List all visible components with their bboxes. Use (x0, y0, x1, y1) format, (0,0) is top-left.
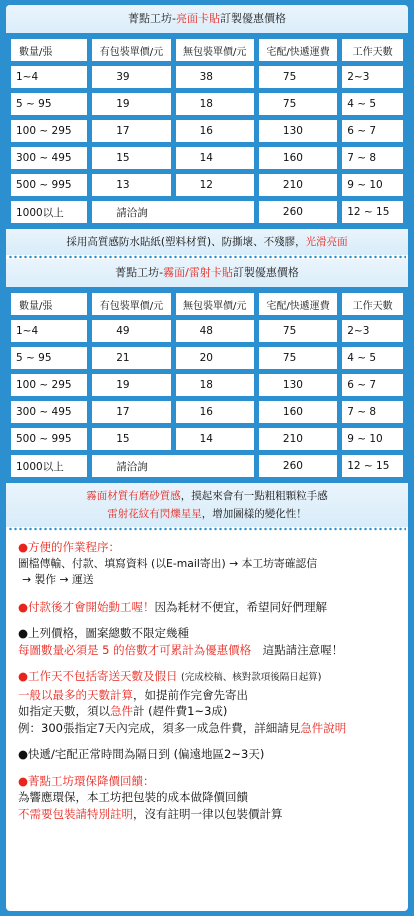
header-price-packed: 有包裝單價/元 (91, 292, 171, 316)
price-sheet (6, 5, 408, 911)
table-row: 300 ~ 495 15 14 160 7 ~ 8 (10, 146, 404, 170)
price-table-glossy (7, 35, 407, 227)
eco-title: ●菁點工坊環保降價回饋： (18, 773, 155, 788)
header-workdays: 工作天數 (341, 38, 404, 62)
info-section: ●方便的作業程序： 圖檔傳輸、付款、填寫資料 (以E-mail寄出) → 本工坊寄確認信 → 製作 → 運送 ●付款後才會開始動工喔！因為耗材不便宜，希望同好們理解 ●上列價格，圖案總數不限定幾種 每圖數量必須是 5 的倍數才可累計為優惠價格 這點請注意喔！ ●工作天不包括寄送天數及假日 (完成校稿、核對款項後隔日起算) 一般以最多的天數計算，如提前作完會先寄出 如指定天數，須以急件計 (趕件費1~3成) 例：300張指定7天內完成，須多一成急件費，詳細請見急件說明 ●快遞/宅配正常時間為隔日到 (偏遠地區2~3天) ●菁點工坊環保降價回饋： 為響應環保，本工坊把包裝的成本做降價回饋 不需要包裝請特別註明，沒有註明一律以包裝價計算 (6, 531, 408, 822)
process-title: ●方便的作業程序： (18, 540, 121, 554)
table-row: 5 ~ 95 19 18 75 4 ~ 5 (10, 92, 404, 116)
table-row: 100 ~ 295 17 16 130 6 ~ 7 (10, 119, 404, 143)
header-shipping: 宅配/快遞運費 (258, 292, 338, 316)
table-row: 500 ~ 995 15 14 210 9 ~ 10 (10, 427, 404, 451)
table-row: 5 ~ 95 21 20 75 4 ~ 5 (10, 346, 404, 370)
table-row-last: 1000以上 請洽詢 260 12 ~ 15 (10, 200, 404, 224)
header-quantity: 數量/張 (10, 38, 88, 62)
table-row: 1~4 39 38 75 2~3 (10, 65, 404, 89)
table-row: 300 ~ 495 17 16 160 7 ~ 8 (10, 400, 404, 424)
price-table-matte (7, 289, 407, 481)
table1-title: 菁點工坊-亮面卡貼訂製優惠價格 (6, 5, 408, 33)
header-price-unpacked: 無包裝單價/元 (175, 38, 255, 62)
note-matte: 霧面材質有磨砂質感，摸起來會有一點粗粗顆粒手感 雷射花紋有閃爍星星，增加圖樣的變化性！ (6, 483, 408, 527)
table-row: 1~4 49 48 75 2~3 (10, 319, 404, 343)
header-shipping: 宅配/快遞運費 (258, 38, 338, 62)
header-quantity: 數量/張 (10, 292, 88, 316)
table-row: 500 ~ 995 13 12 210 9 ~ 10 (10, 173, 404, 197)
payment-note: ●付款後才會開始動工喔！因為耗材不便宜，希望同好們理解 (18, 599, 328, 614)
table-header-row (10, 292, 404, 316)
header-workdays: 工作天數 (341, 292, 404, 316)
table-row: 100 ~ 295 19 18 130 6 ~ 7 (10, 373, 404, 397)
table-row-last: 1000以上 請洽詢 260 12 ~ 15 (10, 454, 404, 478)
header-price-packed: 有包裝單價/元 (91, 38, 171, 62)
table2-wrap (6, 287, 408, 483)
note-glossy: 採用高質感防水貼紙(塑料材質)、防撕壞、不殘膠，光滑亮面 (6, 229, 408, 255)
table2-title: 菁點工坊-霧面/雷射卡貼訂製優惠價格 (6, 259, 408, 287)
table1-wrap (6, 33, 408, 229)
table-header-row (10, 38, 404, 62)
header-price-unpacked: 無包裝單價/元 (175, 292, 255, 316)
workday-note: ●工作天不包括寄送天數及假日 (完成校稿、核對款項後隔日起算) (18, 669, 322, 683)
rush-info-link: 急件說明 (300, 720, 347, 735)
